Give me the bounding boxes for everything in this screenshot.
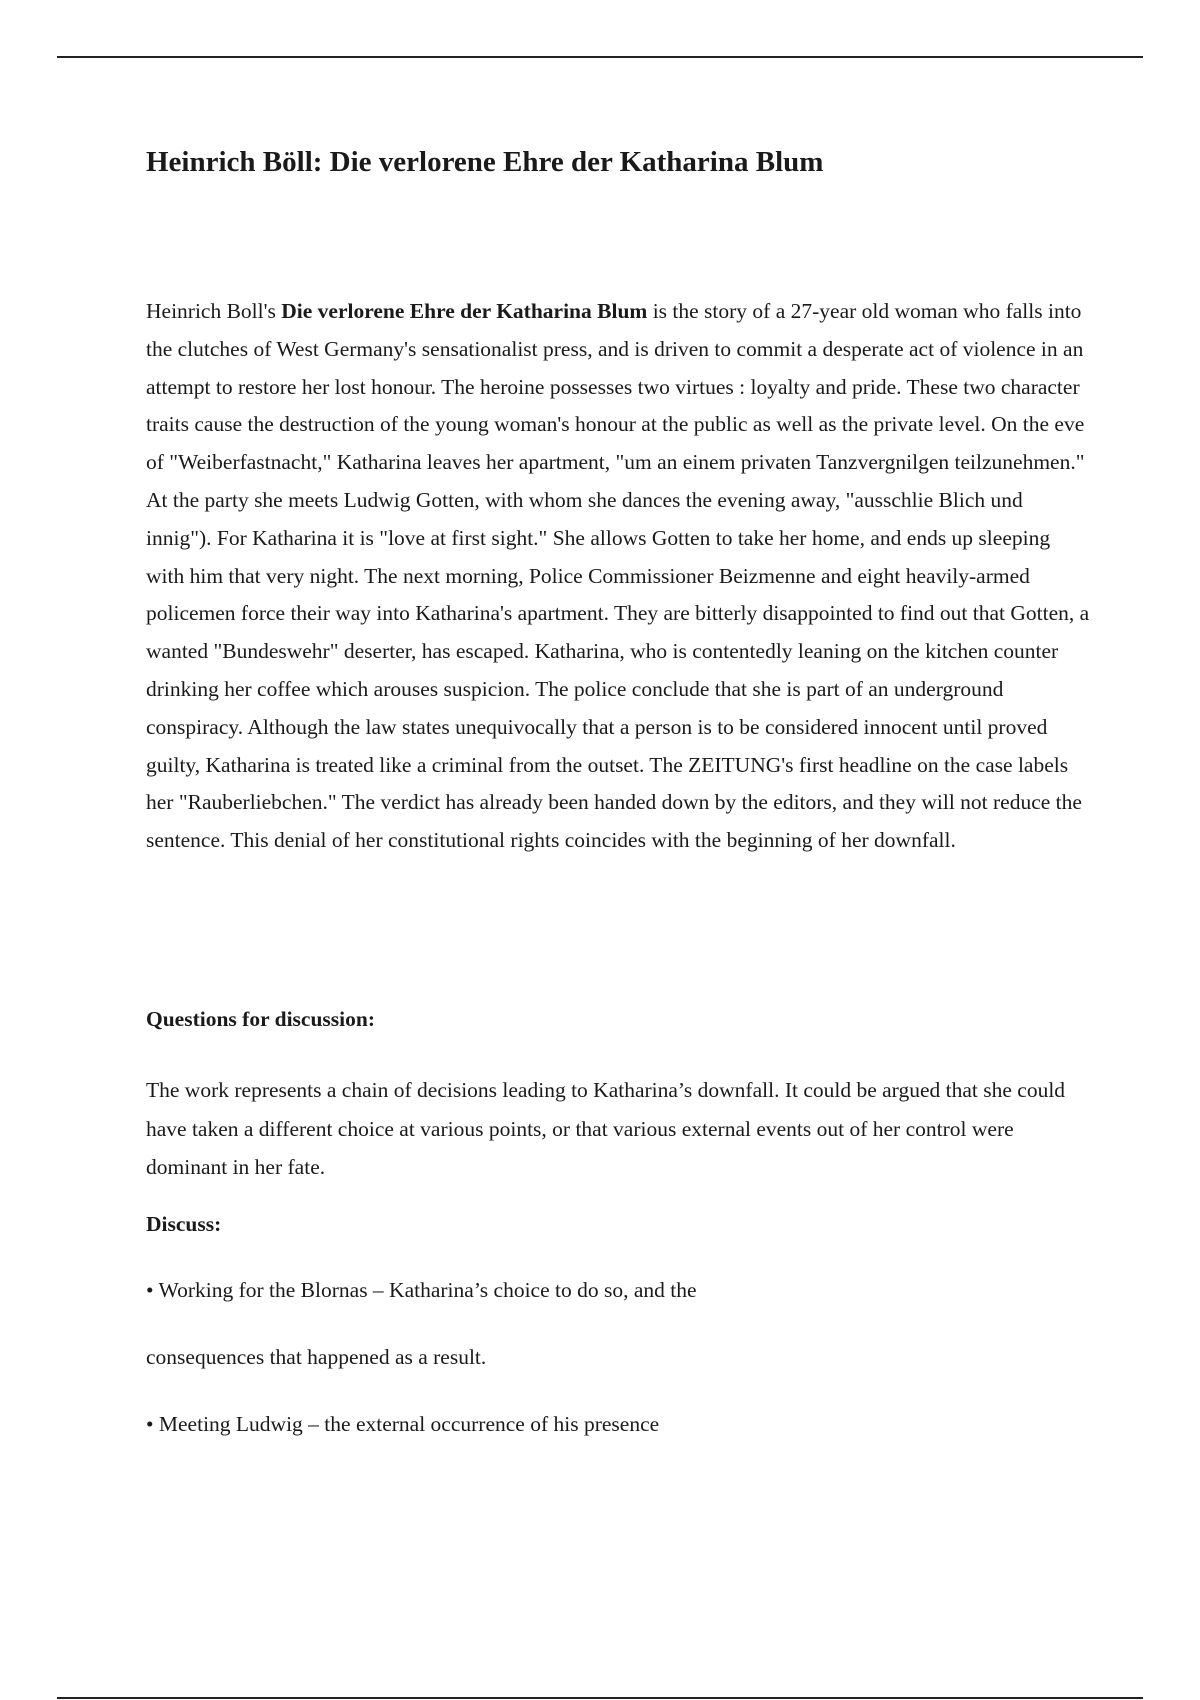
intro-paragraph	[146, 293, 1091, 860]
questions-paragraph: The work represents a chain of decisions leading to Katharina’s downfall. It could be argued that she could have taken a different choice at various points, or that various external events out of her control were dominant in her fate.	[146, 1078, 1066, 1179]
document-title: Heinrich Böll: Die verlorene Ehre der Katharina Blum	[146, 146, 824, 178]
top-rule	[57, 56, 1143, 58]
discuss-item-ludwig: • Meeting Ludwig – the external occurrence of his presence	[146, 1412, 660, 1436]
intro-text: is the story of a 27-year old woman who falls into the clutches of West Germany's sensationalist press, and is driven to commit a desperate act of violence in an attempt to restore her lost honour. The heroine possesses two virtues : loyalty and pride. These two character traits cause the destruction of the young woman's honour at the public as well as the private level. On the eve of "Weiberfastnacht," Katharina leaves her apartment, "um an einem privaten Tanzvergnilgen teilzunehmen." At the party she meets Ludwig Gotten, with whom she dances the evening away, "ausschlie Blich und innig"). For Katharina it is "love at first sight." She allows Gotten to take her home, and ends up sleeping with him that very night. The next morning, Police Commissioner Beizmenne and eight heavily-armed policemen force their way into Katharina's apartment. They are bitterly disappointed to find out that Gotten, a wanted "Bundeswehr" deserter, has escaped. Katharina, who is contentedly leaning on the kitchen counter drinking her coffee which arouses suspicion. The police conclude that she is part of an underground conspiracy. Although the law states unequivocally that a person is to be considered innocent until proved guilty, Katharina is treated like a criminal from the outset. The ZEITUNG's first headline on the case labels her "Rauberliebchen." The verdict has already been handed down by the editors, and they will not reduce the sentence. This denial of her constitutional rights coincides with the beginning of her downfall.	[146, 299, 1090, 853]
questions-heading: Questions for discussion:	[146, 1007, 375, 1031]
discuss-heading: Discuss:	[146, 1212, 222, 1236]
bottom-rule	[57, 1697, 1143, 1699]
book-title: Die verlorene Ehre der Katharina Blum	[281, 299, 648, 323]
discuss-item-continuation: consequences that happened as a result.	[146, 1345, 487, 1369]
intro-lead: Heinrich Boll's	[146, 299, 282, 323]
discuss-item-blornas: • Working for the Blornas – Katharina’s choice to do so, and the	[146, 1278, 697, 1302]
